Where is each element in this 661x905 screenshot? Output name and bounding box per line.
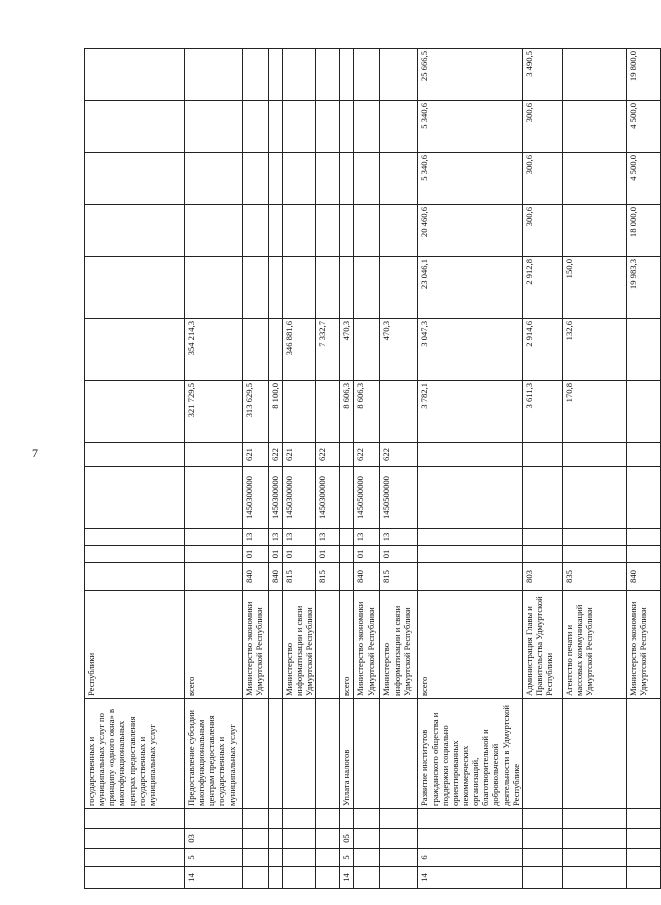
table-cell	[562, 49, 626, 101]
table-cell: 01	[354, 546, 380, 563]
table-cell: Республики	[85, 591, 185, 699]
table-cell: Агентство печати и массовых коммуникаций Удмуртской Республики	[562, 591, 626, 699]
table-cell: 8 606,3	[340, 381, 354, 443]
table-cell	[340, 205, 354, 257]
table-row	[354, 49, 380, 889]
table-cell	[85, 867, 185, 889]
table-cell	[522, 849, 562, 867]
table-cell	[243, 867, 269, 889]
table-cell	[562, 101, 626, 153]
table-cell	[340, 546, 354, 563]
table-cell	[269, 205, 283, 257]
table-cell	[185, 49, 243, 101]
table-cell	[522, 809, 562, 829]
table-cell	[562, 849, 626, 867]
table-cell	[562, 546, 626, 563]
table-cell: всего	[185, 591, 243, 699]
table-cell: 354 214,3	[185, 319, 243, 381]
table-cell: 01	[283, 546, 316, 563]
table-cell	[283, 49, 316, 101]
table-cell: 840	[243, 563, 269, 591]
table-cell	[283, 101, 316, 153]
table-cell	[243, 101, 269, 153]
table-cell: 14	[185, 867, 243, 889]
table-cell: 5 340,6	[418, 153, 522, 205]
table-cell: 6	[418, 849, 522, 867]
table-cell	[185, 101, 243, 153]
table-cell: 3 611,3	[522, 381, 562, 443]
table-cell: 840	[626, 563, 660, 591]
table-cell: 835	[562, 563, 626, 591]
table-cell: 170,8	[562, 381, 626, 443]
table-cell: 01	[316, 546, 340, 563]
table-cell	[85, 546, 185, 563]
table-cell	[316, 49, 340, 101]
table-cell: 815	[283, 563, 316, 591]
table-row	[380, 49, 418, 889]
table-cell	[626, 319, 660, 381]
table-cell: 14	[418, 867, 522, 889]
table-cell	[269, 153, 283, 205]
table-cell	[522, 443, 562, 467]
table-cell	[85, 49, 185, 101]
table-cell	[380, 101, 418, 153]
table-cell	[340, 563, 354, 591]
table-cell: Министерство экономики Удмуртской Республики	[243, 591, 269, 699]
table-cell	[626, 443, 660, 467]
table-cell	[269, 49, 283, 101]
table-cell	[562, 867, 626, 889]
table-row	[522, 49, 562, 889]
table-cell	[418, 563, 522, 591]
table-cell: 470,3	[380, 319, 418, 381]
table-cell	[269, 257, 283, 319]
table-cell: всего	[340, 591, 354, 699]
table-cell: 1450300000	[243, 467, 269, 529]
table-cell	[316, 809, 340, 829]
table-cell	[269, 809, 283, 829]
table-row	[626, 49, 660, 889]
table-cell: государственных и муниципальных услуг по принципу «одного окна» в многофункциональных центрах предоставления государственных и муниципальных услуг	[85, 699, 185, 809]
table-cell: 23 046,1	[418, 257, 522, 319]
table-cell: 815	[316, 563, 340, 591]
table-cell: 20 460,6	[418, 205, 522, 257]
table-cell	[380, 829, 418, 849]
table-cell	[85, 829, 185, 849]
table-cell: 13	[354, 529, 380, 546]
table-cell	[185, 546, 243, 563]
table-cell	[380, 153, 418, 205]
table-cell: 01	[243, 546, 269, 563]
table-cell: 300,6	[522, 153, 562, 205]
table-cell	[243, 699, 269, 809]
table-cell	[283, 381, 316, 443]
table-cell	[269, 101, 283, 153]
table-cell	[316, 257, 340, 319]
table-cell	[340, 257, 354, 319]
table-cell: 3 490,5	[522, 49, 562, 101]
table-row	[269, 49, 283, 889]
table-cell	[316, 153, 340, 205]
table-cell	[354, 809, 380, 829]
table-cell	[626, 699, 660, 809]
table-cell	[316, 591, 340, 699]
table-cell: Администрация Главы и Правительства Удмуртской Республики	[522, 591, 562, 699]
table-cell	[562, 699, 626, 809]
table-cell	[626, 849, 660, 867]
table-cell	[562, 529, 626, 546]
table-cell	[522, 546, 562, 563]
table-cell: 1450300000	[269, 467, 283, 529]
table-cell	[283, 849, 316, 867]
table-cell: 7 332,7	[316, 319, 340, 381]
table-cell: всего	[418, 591, 522, 699]
table-cell: Министерство информатизации и связи Удмуртской Республики	[380, 591, 418, 699]
table-cell	[185, 205, 243, 257]
table-cell	[522, 829, 562, 849]
table-row	[340, 49, 354, 889]
table-row	[243, 49, 269, 889]
table-cell: 840	[269, 563, 283, 591]
table-cell: 150,0	[562, 257, 626, 319]
table-cell: 1450500000	[354, 467, 380, 529]
rotated-table-container	[84, 51, 648, 889]
table-cell	[243, 257, 269, 319]
table-cell	[340, 529, 354, 546]
table-cell	[354, 829, 380, 849]
table-cell	[626, 381, 660, 443]
table-cell	[269, 699, 283, 809]
table-cell	[269, 849, 283, 867]
table-cell: 5 340,6	[418, 101, 522, 153]
table-cell	[626, 809, 660, 829]
table-cell: 1450300000	[283, 467, 316, 529]
table-cell	[340, 49, 354, 101]
table-cell	[85, 101, 185, 153]
table-cell	[522, 467, 562, 529]
table-cell	[85, 381, 185, 443]
table-cell	[522, 699, 562, 809]
table-cell	[418, 529, 522, 546]
table-cell	[380, 809, 418, 829]
table-cell	[316, 205, 340, 257]
table-cell: Предоставление субсидии многофункциональным центрам предоставления государственных и муниципальных услуг	[185, 699, 243, 809]
table-cell: 622	[316, 443, 340, 467]
table-cell	[340, 101, 354, 153]
table-cell	[243, 809, 269, 829]
table-cell	[269, 867, 283, 889]
table-cell	[185, 257, 243, 319]
table-cell	[562, 205, 626, 257]
table-cell: Министерство экономики Удмуртской Республики	[354, 591, 380, 699]
table-cell	[354, 257, 380, 319]
table-cell	[85, 153, 185, 205]
table-cell	[283, 829, 316, 849]
table-cell	[85, 319, 185, 381]
table-cell: 2 914,6	[522, 319, 562, 381]
table-cell: 8 100,0	[269, 381, 283, 443]
table-cell: 01	[380, 546, 418, 563]
table-row	[85, 49, 185, 889]
table-cell	[354, 49, 380, 101]
table-cell: 1450300000	[316, 467, 340, 529]
table-cell	[85, 529, 185, 546]
table-cell: 5	[185, 849, 243, 867]
table-cell: 840	[354, 563, 380, 591]
table-cell	[85, 205, 185, 257]
table-row	[418, 49, 522, 889]
table-cell: 8 606,3	[354, 381, 380, 443]
table-cell: 5	[340, 849, 354, 867]
table-cell: Министерство информатизации и связи Удмуртской Республики	[283, 591, 316, 699]
table-cell	[85, 849, 185, 867]
table-cell: 470,3	[340, 319, 354, 381]
table-cell: 132,6	[562, 319, 626, 381]
table-cell	[283, 205, 316, 257]
table-cell	[354, 101, 380, 153]
table-cell	[418, 443, 522, 467]
table-cell	[380, 257, 418, 319]
table-cell: 3 047,3	[418, 319, 522, 381]
table-cell	[418, 809, 522, 829]
table-cell	[185, 467, 243, 529]
table-cell	[354, 319, 380, 381]
table-cell	[354, 849, 380, 867]
table-cell	[85, 257, 185, 319]
table-cell	[522, 529, 562, 546]
table-cell	[340, 809, 354, 829]
table-cell: 18 000,0	[626, 205, 660, 257]
table-cell	[354, 153, 380, 205]
table-cell	[562, 153, 626, 205]
table-cell: 4 500,0	[626, 101, 660, 153]
table-cell	[380, 381, 418, 443]
table-cell: 300,6	[522, 205, 562, 257]
page-number: 7	[32, 446, 38, 460]
table-cell: 622	[380, 443, 418, 467]
table-cell: 803	[522, 563, 562, 591]
table-cell	[380, 849, 418, 867]
table-cell	[243, 829, 269, 849]
table-cell	[243, 319, 269, 381]
table-cell	[316, 867, 340, 889]
table-cell	[316, 699, 340, 809]
table-cell	[340, 467, 354, 529]
table-cell	[283, 809, 316, 829]
table-cell: 13	[380, 529, 418, 546]
table-cell	[316, 829, 340, 849]
table-cell: 3 782,1	[418, 381, 522, 443]
table-cell	[85, 443, 185, 467]
table-cell: 4 500,0	[626, 153, 660, 205]
table-row	[283, 49, 316, 889]
table-cell	[316, 381, 340, 443]
table-row	[316, 49, 340, 889]
table-cell: 13	[316, 529, 340, 546]
table-cell	[340, 443, 354, 467]
table-cell: 622	[269, 443, 283, 467]
table-cell	[418, 546, 522, 563]
table-cell	[354, 699, 380, 809]
table-cell	[354, 205, 380, 257]
table-cell	[626, 467, 660, 529]
table-cell: 13	[269, 529, 283, 546]
table-cell	[85, 563, 185, 591]
table-cell	[562, 443, 626, 467]
table-cell	[185, 443, 243, 467]
table-cell	[340, 153, 354, 205]
table-cell: 25 666,5	[418, 49, 522, 101]
table-cell: 815	[380, 563, 418, 591]
table-cell: 05	[340, 829, 354, 849]
table-row	[562, 49, 626, 889]
table-cell	[283, 867, 316, 889]
table-cell	[85, 467, 185, 529]
table-cell	[522, 867, 562, 889]
table-cell	[243, 153, 269, 205]
table-cell: 14	[340, 867, 354, 889]
table-cell	[316, 101, 340, 153]
table-cell	[243, 49, 269, 101]
table-cell	[269, 829, 283, 849]
budget-table	[84, 48, 661, 889]
table-cell	[626, 546, 660, 563]
table-cell: Развитие институтов гражданского общества и поддержки социально ориентированных некоммерческих организаций, благотворительной и добровольческой деятельности в Удмуртской Республике	[418, 699, 522, 809]
table-cell: 03	[185, 829, 243, 849]
table-cell: 300,6	[522, 101, 562, 153]
table-cell	[243, 205, 269, 257]
table-cell	[185, 153, 243, 205]
table-cell	[283, 153, 316, 205]
table-cell: 622	[354, 443, 380, 467]
table-cell	[85, 809, 185, 829]
table-cell	[562, 829, 626, 849]
table-cell	[626, 529, 660, 546]
table-cell	[626, 829, 660, 849]
table-cell: 19 800,0	[626, 49, 660, 101]
table-cell	[283, 257, 316, 319]
table-cell	[269, 591, 283, 699]
table-cell	[185, 809, 243, 829]
table-cell	[562, 467, 626, 529]
table-cell: 2 912,8	[522, 257, 562, 319]
table-cell	[418, 467, 522, 529]
table-cell: 01	[269, 546, 283, 563]
table-cell	[243, 849, 269, 867]
table-cell	[626, 867, 660, 889]
table-cell: 313 629,5	[243, 381, 269, 443]
table-cell	[354, 867, 380, 889]
table-cell: Министерство экономики Удмуртской Республики	[626, 591, 660, 699]
table-cell	[380, 205, 418, 257]
table-cell: 13	[283, 529, 316, 546]
table-cell: 346 881,6	[283, 319, 316, 381]
table-cell: 321 729,5	[185, 381, 243, 443]
table-cell: Уплата налогов	[340, 699, 354, 809]
table-cell	[283, 699, 316, 809]
table-cell: 13	[243, 529, 269, 546]
table-cell: 19 983,3	[626, 257, 660, 319]
table-cell	[562, 809, 626, 829]
table-row	[185, 49, 243, 889]
table-cell: 621	[243, 443, 269, 467]
table-cell: 621	[283, 443, 316, 467]
table-cell	[418, 829, 522, 849]
table-cell	[185, 529, 243, 546]
table-cell	[269, 319, 283, 381]
table-cell	[185, 563, 243, 591]
table-cell	[380, 867, 418, 889]
table-cell	[316, 849, 340, 867]
table-cell	[380, 699, 418, 809]
table-cell: 1450500000	[380, 467, 418, 529]
table-cell	[380, 49, 418, 101]
